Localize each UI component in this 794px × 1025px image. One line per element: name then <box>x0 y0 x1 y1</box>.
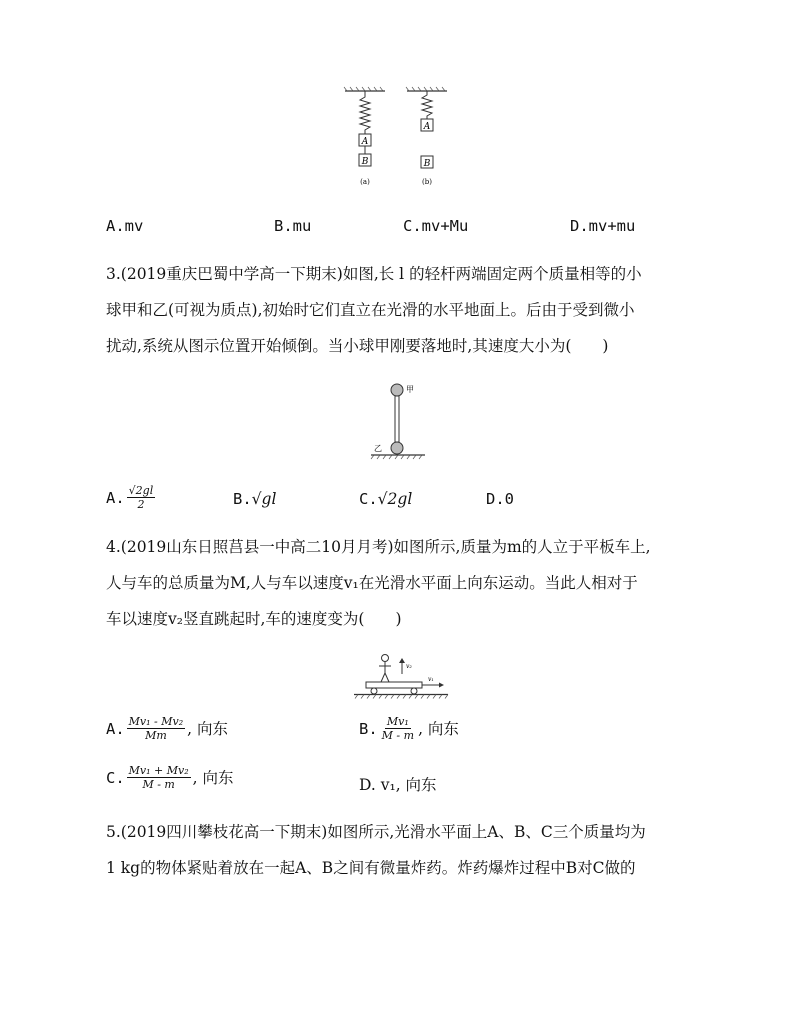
q5-line-1: 5.(2019四川攀枝花高一下期末)如图所示,光滑水平面上A、B、C三个质量均为 <box>106 823 646 841</box>
q4-b-numerator: Mv₁ <box>386 715 409 728</box>
label-v2: v₂ <box>406 663 412 670</box>
spring-figure <box>340 85 460 195</box>
label-b1: B <box>361 157 369 167</box>
rod-figure <box>368 378 438 462</box>
q4-a-denominator: Mm <box>145 729 167 742</box>
q4-line-3: 车以速度v₂竖直跳起时,车的速度变为( ) <box>106 610 402 628</box>
q4-c-denominator: M - m <box>142 778 175 791</box>
label-yi: 乙 <box>374 444 382 453</box>
cart-figure <box>352 652 452 704</box>
caption-a: (a) <box>360 178 370 186</box>
q5-line-2: 1 kg的物体紧贴着放在一起A、B之间有微量炸药。炸药爆炸过程中B对C做的 <box>106 859 636 877</box>
q3-option-b: B.√gl <box>233 490 277 508</box>
label-a2: A <box>423 122 431 132</box>
q3-line-2: 球甲和乙(可视为质点),初始时它们直立在光滑的水平地面上。后由于受到微小 <box>106 301 635 319</box>
q3-option-a: A. $\frac{√2gl}{2}$ <box>106 484 154 511</box>
q2-option-a: A.mv <box>106 217 144 235</box>
q3-line-3: 扰动,系统从图示位置开始倾倒。当小球甲刚要落地时,其速度大小为( ) <box>106 337 609 355</box>
q4-line-1: 4.(2019山东日照莒县一中高二10月月考)如图所示,质量为m的人立于平板车上, <box>106 538 651 556</box>
q2-option-c: C.mv+Mu <box>403 217 469 235</box>
q4-b-denominator: M - m <box>381 729 415 742</box>
q3-option-c: C.√2gl <box>359 490 413 508</box>
label-a1: A <box>361 137 369 147</box>
q2-option-b: B.mu <box>274 217 312 235</box>
q3-line-1: 3.(2019重庆巴蜀中学高一下期末)如图,长 l 的轻杆两端固定两个质量相等的小 <box>106 265 642 283</box>
label-jia: 甲 <box>406 385 414 394</box>
q3-a-denominator: 2 <box>137 498 145 511</box>
label-b2: B <box>423 159 431 169</box>
q4-a-numerator: Mv₁ - Mv₂ <box>128 715 184 728</box>
q4-line-2: 人与车的总质量为M,人与车以速度v₁在光滑水平面上向东运动。当此人相对于 <box>106 574 638 592</box>
q4-option-a: A. $\frac{\text{Mv₁ - Mv₂}}{Mm}$ , 向东 <box>106 715 229 742</box>
q4-c-numerator: Mv₁ + Mv₂ <box>128 764 189 777</box>
q3-option-d: D.0 <box>486 490 514 508</box>
q3-a-numerator: √2gl <box>128 484 154 497</box>
q4-option-c: C. $\frac{\text{Mv₁ + Mv₂}}{M - m}$ , 向东 <box>106 764 234 791</box>
q2-option-d: D.mv+mu <box>570 217 636 235</box>
label-v1: v₁ <box>428 676 434 683</box>
caption-b: (b) <box>422 178 432 186</box>
q4-option-d: D. v₁, 向东 <box>359 776 437 794</box>
q4-option-b: B. $\frac{\text{Mv₁}}{M - m}$ , 向东 <box>359 715 459 742</box>
